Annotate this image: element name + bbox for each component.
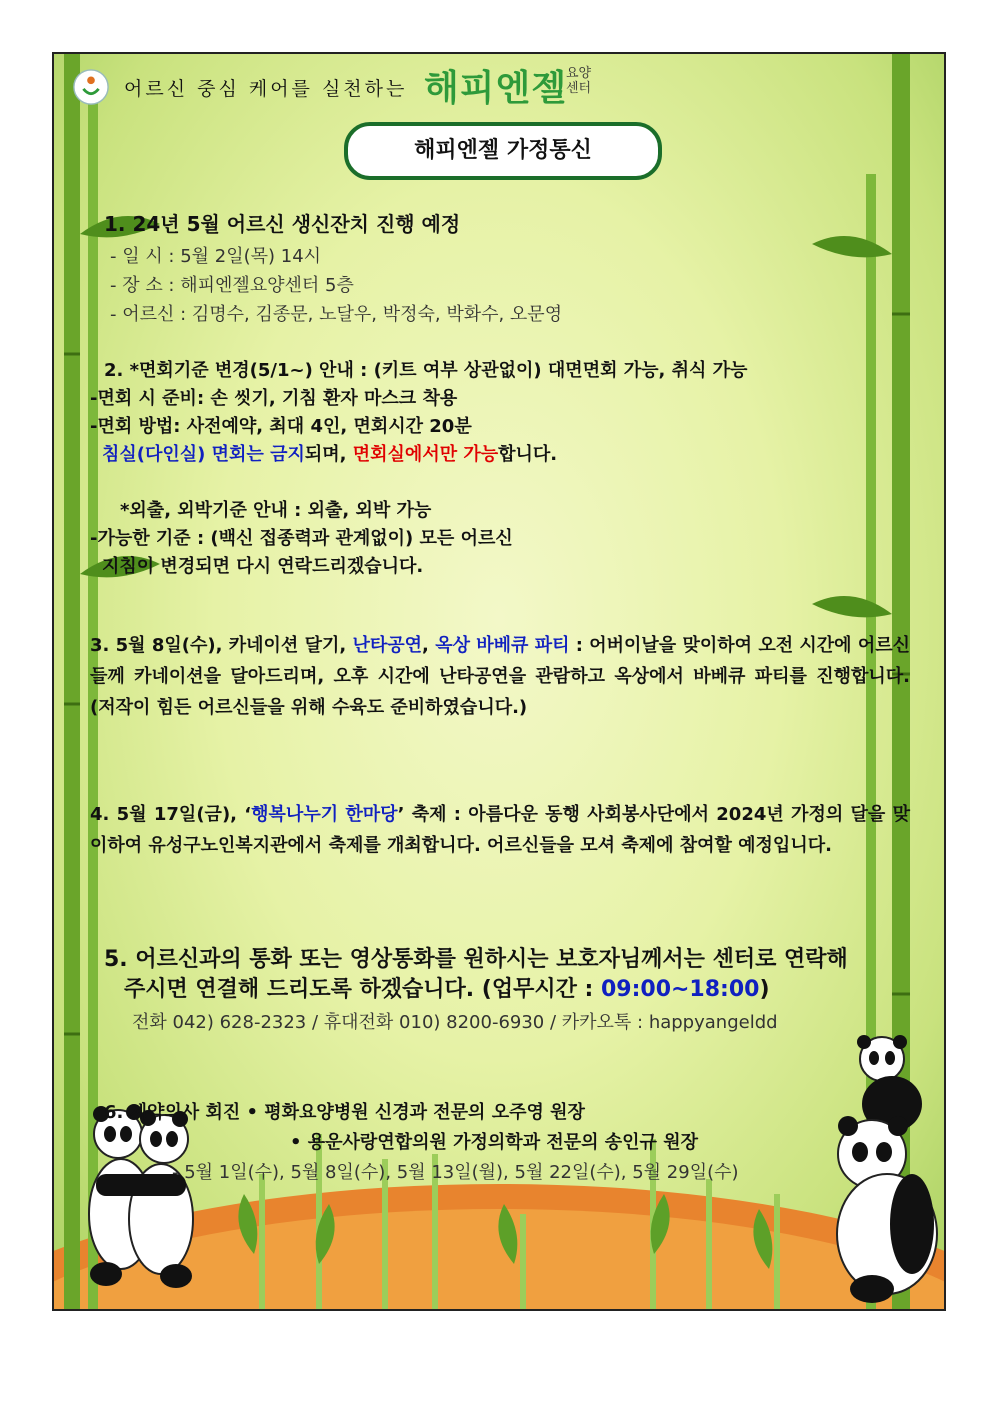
section-5-line1: 5. 어르신과의 통화 또는 영상통화를 원하시는 보호자님께서는 센터로 연락해 xyxy=(104,947,848,972)
header-slogan: 어르신 중심 케어를 실천하는 xyxy=(124,78,408,100)
section-6-line2: • 용운사랑연합의원 가정의학과 전문의 송인규 원장 xyxy=(290,1132,698,1153)
section-5-line2: 주시면 연결해 드리도록 하겠습니다. (업무시간 : 09:00~18:00) xyxy=(124,977,770,1002)
s1-date: - 일 시 : 5월 2일(목) 14시 xyxy=(110,246,322,267)
page-title: 해피엔젤 가정통신 xyxy=(344,122,662,180)
contact-info: 전화 042) 628-2323 / 휴대전화 010) 8200-6930 / 카카오톡 : happyangeldd xyxy=(132,1012,778,1033)
section-6-line1: 6. 계약의사 회진 • 평화요양병원 신경과 전문의 오주영 원장 xyxy=(104,1102,585,1123)
section-2-heading: 2. *면회기준 변경(5/1~) 안내 : (키트 여부 상관없이) 대면면회 가능, 취식 가능 xyxy=(104,360,748,381)
panda-right-icon xyxy=(812,1034,942,1304)
s2-visit-note: 침실(다인실) 면회는 금지되며, 면회실에서만 가능합니다. xyxy=(102,444,558,465)
section-1-heading: 1. 24년 5월 어르신 생신잔치 진행 예정 xyxy=(104,212,461,236)
brand-sub: 요양 센터 xyxy=(566,66,592,96)
s2-outing-note: 지침이 변경되면 다시 연락드리겠습니다. xyxy=(102,556,424,577)
s2-note-red: 면회실에서만 가능 xyxy=(352,444,499,465)
section-6-dates: - 5월 1일(수), 5월 8일(수), 5월 13일(월), 5월 22일(수), 5월 29일(수) xyxy=(172,1162,739,1183)
s2-method: -면회 방법: 사전예약, 최대 4인, 면회시간 20분 xyxy=(90,416,472,437)
s1-place: - 장 소 : 해피엔젤요양센터 5층 xyxy=(110,275,354,296)
s2-prep: -면회 시 준비: 손 씻기, 기침 환자 마스크 착용 xyxy=(90,388,458,409)
s2-note-blue: 침실(다인실) 면회는 금지 xyxy=(102,444,305,465)
brand-name: 해피엔젤 xyxy=(424,68,568,109)
center-logo-icon xyxy=(72,68,110,106)
s2-outing-heading: *외출, 외박기준 안내 : 외출, 외박 가능 xyxy=(120,500,432,521)
s2-outing-criteria: -가능한 기준 : (백신 접종력과 관계없이) 모든 어르신 xyxy=(90,528,513,549)
section-4: 4. 5월 17일(금), ‘행복나누기 한마당’ 축제 : 아름다운 동행 사회봉사단에서 2024년 가정의 달을 맞이하여 유성구노인복지관에서 축제를 개최합니다. 어르신들을 모셔 축제에 참여할 예정입니다. xyxy=(90,804,911,856)
panda-left-icon xyxy=(76,1094,206,1294)
section-3: 3. 5월 8일(수), 카네이션 달기, 난타공연, 옥상 바베큐 파티 : 어버이날을 맞이하여 오전 시간에 어르신들께 카네이션을 달아드리며, 오후 시간에 난타공연을 관람하고 옥상에서 바베큐 파티를 진행합니다. (저작이 힘든 어르신들을 위해 수육도 준비하였습니다.) xyxy=(90,635,911,718)
s1-people: - 어르신 : 김명수, 김종문, 노달우, 박정숙, 박화수, 오문영 xyxy=(110,304,563,325)
newsletter-frame xyxy=(52,52,946,1311)
business-hours: 09:00~18:00 xyxy=(600,977,760,1002)
